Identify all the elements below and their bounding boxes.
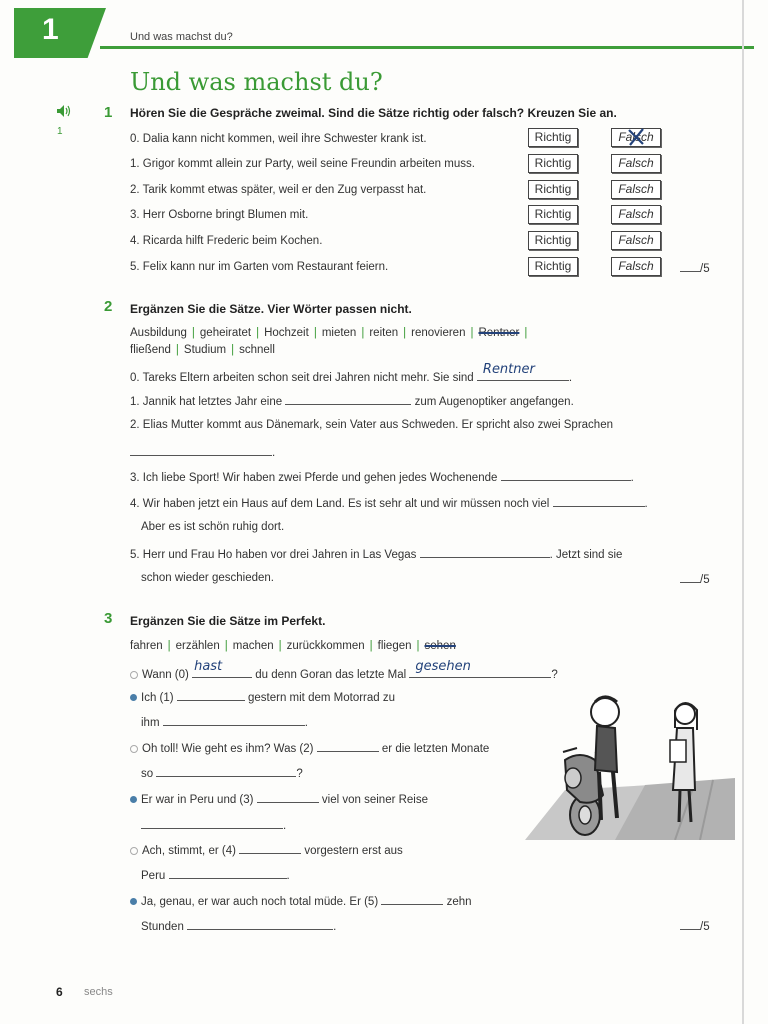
- ex3-dialog-5b: Stunden .: [141, 921, 337, 933]
- exercise-3-instruction: Ergänzen Sie die Sätze im Perfekt.: [130, 614, 326, 628]
- ex3-dialog-1b: ihm .: [141, 717, 308, 729]
- ex1-item-0: 0. Dalia kann nicht kommen, weil ihre Schwester krank ist.: [130, 133, 427, 145]
- ex2-sentence-5: 5. Herr und Frau Ho haben vor drei Jahren in Las Vegas . Jetzt sind sie: [130, 549, 623, 561]
- ex3-blank-4a[interactable]: [239, 843, 301, 854]
- word-machen: machen: [232, 640, 274, 652]
- check-mark-icon: [626, 127, 646, 147]
- answer-hast: hast: [194, 659, 223, 674]
- ex2-sentence-5c: schon wieder geschieden.: [141, 572, 274, 584]
- ex2-blank-2[interactable]: [130, 445, 272, 456]
- falsch-box-5[interactable]: Falsch: [611, 257, 661, 276]
- page-title: Und was machst du?: [130, 68, 383, 96]
- word-studium: Studium: [183, 344, 227, 356]
- richtig-box-3[interactable]: Richtig: [528, 205, 578, 224]
- ex1-item-2: 2. Tarik kommt etwas später, weil er den Zug verpasst hat.: [130, 184, 427, 196]
- falsch-box-3[interactable]: Falsch: [611, 205, 661, 224]
- ex2-blank-1[interactable]: [285, 394, 411, 405]
- richtig-box-0[interactable]: Richtig: [528, 128, 578, 147]
- ex3-blank-3a[interactable]: [257, 792, 319, 803]
- ex3-dialog-5: Ja, genau, er war auch noch total müde. Er (5) zehn: [130, 894, 472, 908]
- ex2-sentence-2: 2. Elias Mutter kommt aus Dänemark, sein Vater aus Schweden. Er spricht also zwei Sprachen: [130, 419, 613, 431]
- ex2-sentence-3: 3. Ich liebe Sport! Wir haben zwei Pferde und gehen jedes Wochenende .: [130, 472, 634, 484]
- richtig-box-5[interactable]: Richtig: [528, 257, 578, 276]
- ex3-dialog-1: Ich (1) gestern mit dem Motorrad zu: [130, 690, 395, 704]
- word-zurueckkommen: zurückkommen: [286, 640, 365, 652]
- word-erzaehlen: erzählen: [175, 640, 220, 652]
- ex2-score: /5: [680, 572, 710, 586]
- ex3-blank-1b[interactable]: [163, 715, 305, 726]
- word-geheiratet: geheiratet: [199, 327, 252, 339]
- ex3-dialog-0: Wann (0) hast du denn Goran das letzte Mal gesehen ?: [130, 665, 558, 681]
- motorcycle-illustration: [525, 690, 735, 840]
- ex3-blank-4b[interactable]: [169, 868, 287, 879]
- ex3-blank-3b[interactable]: [141, 818, 283, 829]
- ex1-item-4: 4. Ricarda hilft Frederic beim Kochen.: [130, 235, 323, 247]
- exercise-3-number: 3: [104, 610, 113, 627]
- exercise-1-number: 1: [104, 104, 113, 121]
- ex3-dialog-4b: Peru .: [141, 870, 290, 882]
- ex2-blank-2-line: .: [130, 445, 275, 459]
- falsch-label-0: Falsch: [618, 130, 654, 144]
- word-renovieren: renovieren: [411, 327, 466, 339]
- ex3-blank-2b[interactable]: [156, 766, 296, 777]
- ex3-dialog-3b: .: [141, 818, 286, 832]
- ex3-blank-1a[interactable]: [177, 690, 245, 701]
- ex1-item-3: 3. Herr Osborne bringt Blumen mit.: [130, 209, 309, 221]
- ex1-score: /5: [680, 261, 710, 275]
- speaker-a-dot: [130, 847, 138, 855]
- page-edge: [742, 0, 744, 1024]
- ex3-blank-5a[interactable]: [381, 894, 443, 905]
- speaker-icon[interactable]: [56, 104, 72, 123]
- audio-track-number: 1: [57, 126, 63, 137]
- ex2-sentence-0: 0. Tareks Eltern arbeiten schon seit drei Jahren nicht mehr. Sie sind Rentner .: [130, 362, 573, 384]
- ex2-blank-3[interactable]: [501, 470, 631, 481]
- speaker-b-dot: [130, 898, 137, 905]
- word-sehen: sehen: [424, 640, 456, 652]
- word-reiten: reiten: [369, 327, 399, 339]
- ex1-item-1: 1. Grigor kommt allein zur Party, weil seine Freundin arbeiten muss.: [130, 158, 475, 170]
- chapter-tab: [14, 8, 106, 58]
- running-title: Und was machst du?: [130, 31, 233, 43]
- ex3-dialog-2b: so ?: [141, 768, 303, 780]
- ex2-blank-5[interactable]: [420, 547, 550, 558]
- ex3-dialog-4: Ach, stimmt, er (4) vorgestern erst aus: [130, 843, 403, 857]
- answer-gesehen: gesehen: [415, 659, 471, 674]
- word-fliegen: fliegen: [377, 640, 412, 652]
- word-fahren: fahren: [130, 640, 163, 652]
- word-rentner: Rentner: [478, 327, 520, 339]
- falsch-box-1[interactable]: Falsch: [611, 154, 661, 173]
- ex2-blank-4[interactable]: [553, 496, 645, 507]
- page-number-word: sechs: [84, 986, 113, 998]
- word-mieten: mieten: [321, 327, 357, 339]
- speaker-a-dot: [130, 745, 138, 753]
- word-schnell: schnell: [239, 344, 275, 356]
- ex3-blank-2a[interactable]: [317, 741, 379, 752]
- falsch-box-2[interactable]: Falsch: [611, 180, 661, 199]
- word-bank-2: Ausbildung | geheiratet | Hochzeit | mieten | reiten | renovieren | Rentner |: [130, 327, 528, 339]
- richtig-box-2[interactable]: Richtig: [528, 180, 578, 199]
- word-ausbildung: Ausbildung: [130, 327, 187, 339]
- word-fliessend: fließend: [130, 344, 171, 356]
- falsch-box-0[interactable]: [611, 128, 661, 147]
- exercise-1-instruction: Hören Sie die Gespräche zweimal. Sind die Sätze richtig oder falsch? Kreuzen Sie an.: [130, 106, 617, 120]
- richtig-box-1[interactable]: Richtig: [528, 154, 578, 173]
- chapter-number: 1: [42, 13, 59, 46]
- ex3-blank-5b[interactable]: [187, 919, 333, 930]
- exercise-2-number: 2: [104, 298, 113, 315]
- answer-rentner: Rentner: [482, 362, 535, 377]
- ex3-dialog-2: Oh toll! Wie geht es ihm? Was (2) er die letzten Monate: [130, 741, 489, 755]
- word-bank-2-line2: fließend | Studium | schnell: [130, 344, 275, 356]
- page-number: 6: [56, 985, 63, 999]
- falsch-box-4[interactable]: Falsch: [611, 231, 661, 250]
- exercise-2-instruction: Ergänzen Sie die Sätze. Vier Wörter passen nicht.: [130, 302, 412, 316]
- header-rule: [100, 46, 754, 49]
- ex2-sentence-1: 1. Jannik hat letztes Jahr eine zum Augenoptiker angefangen.: [130, 396, 574, 408]
- ex2-sentence-4: 4. Wir haben jetzt ein Haus auf dem Land. Es ist sehr alt und wir müssen noch viel .: [130, 498, 648, 510]
- word-bank-3: fahren | erzählen | machen | zurückkommen | fliegen | sehen: [130, 640, 456, 652]
- ex3-score: /5: [680, 919, 710, 933]
- speaker-a-dot: [130, 671, 138, 679]
- speaker-b-dot: [130, 694, 137, 701]
- richtig-box-4[interactable]: Richtig: [528, 231, 578, 250]
- ex3-dialog-3: Er war in Peru und (3) viel von seiner Reise: [130, 792, 428, 806]
- ex1-item-5: 5. Felix kann nur im Garten vom Restaurant feiern.: [130, 261, 389, 273]
- speaker-b-dot: [130, 796, 137, 803]
- ex2-sentence-4b: Aber es ist schön ruhig dort.: [141, 521, 285, 533]
- word-hochzeit: Hochzeit: [264, 327, 309, 339]
